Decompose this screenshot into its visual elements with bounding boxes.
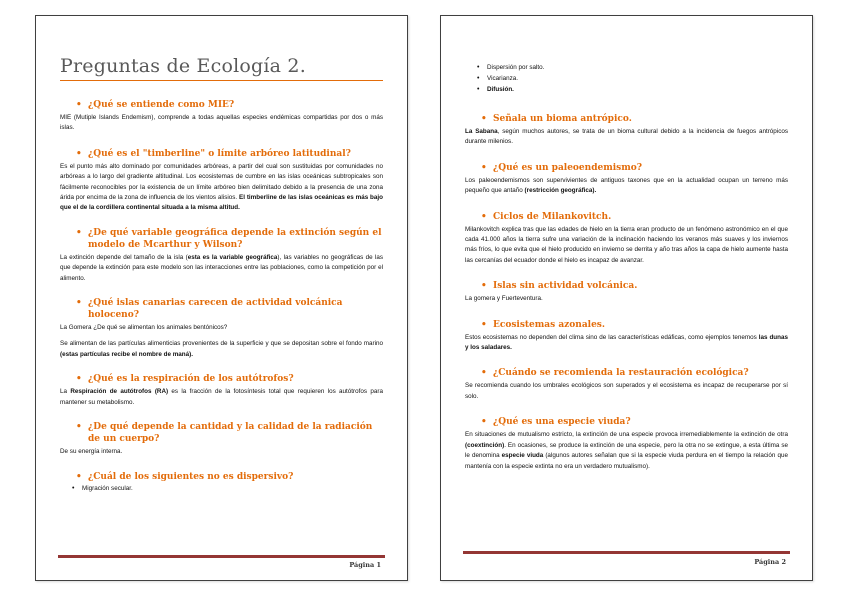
answer-bold-part: Respiración de autótrofos (RA)	[70, 388, 169, 396]
page-number: Página 2	[754, 558, 786, 566]
answer-part: ), las variables no geográficas de las que depende la extinción para este modelo son las interacciones entre las poblaciones, como la competición por el alimento.	[60, 253, 383, 282]
question-section-islas-sin-actividad	[465, 280, 788, 304]
question-heading: • ¿Cuándo se recomienda la restauración ecológica?	[481, 368, 749, 379]
question-text: ¿Qué es una especie viuda?	[493, 417, 631, 428]
answer-text	[465, 430, 788, 472]
list-item-text: Dispersión por salto.	[487, 64, 545, 71]
question-heading: • ¿Qué es un paleoendemismo?	[481, 162, 643, 173]
question-heading: • ¿Qué islas canarias carecen de actividad volcánica holoceno?	[76, 298, 343, 321]
footer-rule	[463, 551, 790, 554]
question-section-milankovitch	[465, 211, 788, 267]
question-text: Ecosistemas azonales.	[493, 319, 605, 330]
question-heading: • Señala un bioma antrópico.	[481, 114, 632, 124]
question-text: Señala un bioma antrópico.	[493, 114, 632, 124]
list-item-text: Difusión.	[487, 86, 514, 93]
question-section-mie	[60, 99, 383, 134]
answer-text: Milankovitch explica tras que las edades de hielo en la tierra eran producto de un fenómeno astronómico en el que cada 41.000 años la tierra sufre una variación de la inclinación haciendo los veranos más suaves y los inviernos más fríos, lo que evita que el hielo producido en invierno se derrita y año tras años la capa de hielo aumente hasta las cercanías del ecuador donde el hielo es incapaz de avanzar.	[465, 225, 788, 264]
footer-rule	[58, 555, 385, 558]
answer-text: De su energía interna.	[60, 448, 123, 456]
answer-part: La extinción depende del tamaño de la isla (	[60, 253, 188, 261]
question-text: ¿Qué es la respiración de los autótrofos?	[88, 374, 294, 385]
question-heading: • ¿Qué es la respiración de los autótrofos?	[76, 374, 294, 385]
answer-bold-part: esta es la variable geográfica	[187, 253, 278, 261]
answer-text	[60, 162, 383, 214]
question-heading: • ¿Qué se entiende como MIE?	[76, 100, 235, 110]
question-section-respiracion	[60, 373, 383, 408]
answer-text: Se recomienda cuando los umbrales ecológicos son superados y el ecosistema es incapaz de recuperarse por sí solo.	[465, 382, 788, 400]
question-heading: • Islas sin actividad volcánica.	[481, 281, 638, 292]
answer-bold-part: especie viuda	[501, 452, 544, 460]
answer-part: es la fracción de la fotosíntesis total que requieren los autótrofos para mantener su metabolismo.	[60, 388, 383, 406]
answer-part: (algunos autores señalan que si la especie viuda perdura en el tiempo la relación que mantenía con la especie extinta no era un verdadero mutualismo).	[465, 452, 788, 470]
list-item: • Difusión.	[477, 86, 514, 93]
question-section-timberline	[60, 148, 383, 214]
answer-text	[465, 333, 788, 354]
list-item: • Dispersión por salto.	[477, 64, 545, 71]
question-heading: • ¿Qué es una especie viuda?	[481, 417, 631, 428]
answer-part: Es el punto más alto dominado por comunidades arbóreas, a partir del cual son sustituidas por comunidades no arbóreas a lo largo del gradiente altitudinal. Los ecosistemas de cumbre en las islas oceánicas subtropicales son fácilmente reconocibles por la existencia de un límite arbóreo bien delimitado debido a la presencia de una zona árida por encima de la zona de influencia de los vientos alisios.	[60, 162, 383, 202]
question-heading: • ¿Cuál de los siguientes no es dispersivo?	[76, 471, 294, 482]
list-item: • Migración secular.	[72, 484, 133, 492]
answer-part: . En ocasiones, se produce la extinción de una especie, pero la otra no se extingue, a esta última se le denomina	[465, 441, 788, 460]
question-heading: • ¿Qué es el "timberline" o límite arbóreo latitudinal?	[76, 148, 351, 159]
page-1	[35, 15, 408, 581]
answer-bold-part: (restricción geográfica).	[524, 187, 597, 195]
question-section-extincion	[60, 227, 383, 284]
question-text: ¿Qué se entiende como MIE?	[88, 100, 235, 110]
bullet-list	[465, 62, 788, 95]
question-text: ¿Qué es el "timberline" o límite arbóreo latitudinal?	[88, 148, 351, 159]
answer-text: La Gomera ¿De qué se alimentan los animales bentónicos?	[60, 324, 228, 332]
bullet-list	[60, 483, 383, 494]
answer-bold-part: La Sabana	[465, 128, 498, 135]
answer-part: Estos ecosistemas no dependen del clima sino de las características edáficas, como ejemplos tenemos	[465, 333, 759, 341]
page-2	[440, 15, 813, 581]
answer-text	[465, 176, 788, 197]
question-section-bioma	[465, 113, 788, 148]
answer-part: En situaciones de mutualismo estricto, la extinción de una especie provoca irremediablemente la extinción de otra	[465, 431, 788, 439]
answer-bold-part: (coextinción)	[465, 441, 505, 449]
question-heading: • Ciclos de Milankovitch.	[481, 211, 612, 222]
answer-bold-part: El timberline de las islas oceánicas es más bajo que el de la cordillera continental situada a la misma altitud.	[60, 194, 383, 212]
answer-part: La	[60, 388, 71, 396]
list-item-text: Migración secular.	[82, 484, 133, 492]
question-section-radiacion	[60, 421, 383, 457]
answer-bold-part: las dunas y los saladares.	[465, 333, 788, 352]
question-text: Ciclos de Milankovitch.	[493, 211, 612, 222]
question-section-islas-holoceno	[60, 297, 383, 360]
question-text: ¿De qué variable geográfica depende la extinción según el modelo de Mcarthur y Wilson?	[88, 227, 382, 250]
answer-text: La gomera y Fuerteventura.	[465, 295, 543, 303]
answer-text: MIE (Mutiple Islands Endemism), comprende a todas aquellas especies endémicas compartidas por dos o más islas.	[60, 114, 383, 132]
question-heading: • ¿De qué depende la cantidad y la calidad de la radiación de un cuerpo?	[76, 422, 373, 445]
question-heading: • ¿De qué variable geográfica depende la extinción según el modelo de Mcarthur y Wilson?	[76, 227, 382, 250]
question-text: ¿Cuál de los siguientes no es dispersivo?	[88, 471, 294, 482]
answer-text	[60, 253, 383, 284]
page-number: Página 1	[349, 561, 381, 569]
answer-part: , según muchos autores, se trata de un bioma cultural debido a la incidencia de fuegos antrópicos durante milenios.	[465, 128, 789, 146]
question-section-especie-viuda	[465, 416, 788, 472]
question-text: ¿Cuándo se recomienda la restauración ecológica?	[493, 368, 749, 379]
question-section-azonales	[465, 319, 788, 354]
question-text: Islas sin actividad volcánica.	[493, 281, 638, 292]
answer-bold-part: (estas partículas recibe el nombre de maná).	[60, 350, 193, 358]
answer-part: Se alimentan de las partículas alimenticias provenientes de la superficie y que se depositan sobre el fondo marino	[60, 340, 383, 348]
question-section-paleoendemismo	[465, 162, 788, 197]
question-text: ¿Qué islas canarias carecen de actividad volcánica holoceno?	[88, 298, 343, 321]
answer-text	[60, 339, 383, 360]
question-text: ¿De qué depende la cantidad y la calidad de la radiación de un cuerpo?	[88, 422, 373, 445]
list-item: • Vicarianza.	[477, 75, 519, 82]
question-heading: • Ecosistemas azonales.	[481, 319, 605, 330]
question-text: ¿Qué es un paleoendemismo?	[493, 162, 643, 173]
answer-part: Los paleoendemismos son supervivientes de antiguos taxones que en la actualidad ocupan un terreno más pequeño que antaño	[465, 176, 788, 195]
question-section-dispersivo	[60, 471, 383, 494]
answer-text	[465, 127, 788, 148]
list-item-text: Vicarianza.	[487, 75, 519, 82]
document-title: Preguntas de Ecología 2.	[60, 54, 383, 81]
question-section-restauracion	[465, 367, 788, 402]
answer-text	[60, 387, 383, 408]
